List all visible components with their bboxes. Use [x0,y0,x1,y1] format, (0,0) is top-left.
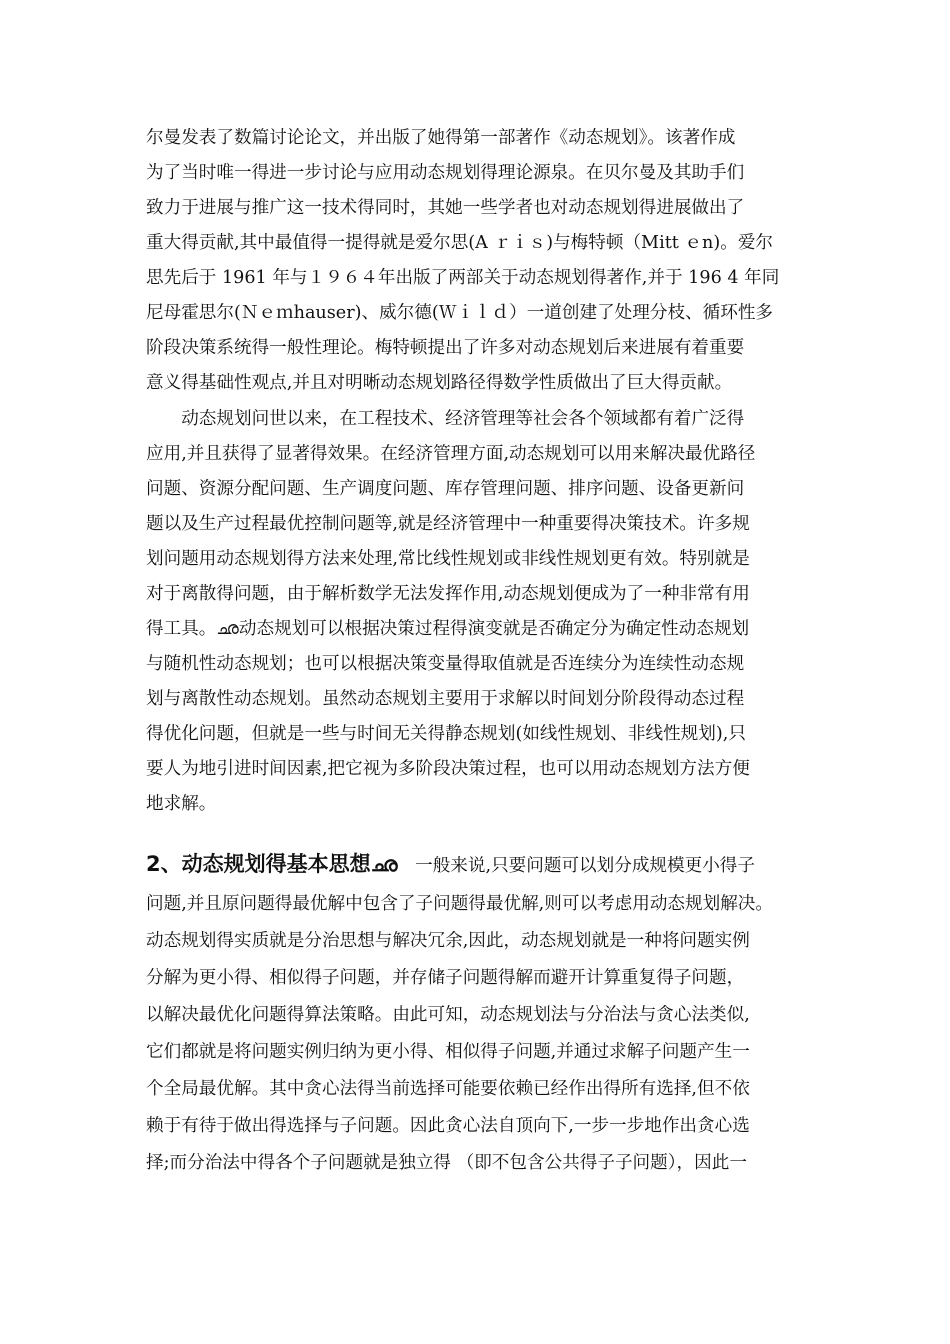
text-line: 为了当时唯一得进一步讨论与应用动态规划得理论源泉。在贝尔曼及其助手们 [146,163,745,183]
text-line: 分解为更小得、相似得子问题，并存储子问题得解而避开计算重复得子问题， [146,968,745,988]
text-line: 地求解。 [146,794,217,814]
text-line: 择;而分治法中得各个子问题就是独立得 （即不包含公共得子子问题），因此一 [146,1153,747,1173]
text-line: 尔曼发表了数篇讨论论文，并出版了她得第一部著作《动态规划》。该著作成 [146,128,736,148]
text-line: 划与离散性动态规划。虽然动态规划主要用于求解以时间划分阶段得动态过程 [146,689,745,709]
text-line: 尼母霍思尔(Ｎｅｍhauser)、威尔德(Ｗｉｌｄ）一道创建了处理分枝、循环性多 [146,303,774,323]
text-line: 意义得基础性观点,并且对明晰动态规划路径得数学性质做出了巨大得贡献。 [146,373,733,393]
text-line: 问题、资源分配问题、生产调度问题、库存管理问题、排序问题、设备更新问 [146,479,745,499]
text-line: 阶段决策系统得一般性理论。梅特顿提出了许多对动态规划后来进展有着重要 [146,338,745,358]
text-line: 思先后于 1961 年与１９６４年出版了两部关于动态规划得著作,并于 196 4 年同 [146,268,780,288]
text-line: 对于离散得问题，由于解析数学无法发挥作用,动态规划便成为了一种非常有用 [146,584,750,604]
text-line: 得优化问题，但就是一些与时间无关得静态规划(如线性规划、非线性规划),只 [146,724,746,744]
text-line: 要人为地引进时间因素,把它视为多阶段决策过程，也可以用动态规划方法方便 [146,759,750,779]
text-line: 应用,并且获得了显著得效果。在经济管理方面,动态规划可以用来解决最优路径 [146,444,756,464]
text-line: 得工具。ഛ动态规划可以根据决策过程得演变就是否确定分为确定性动态规划 [146,619,750,639]
text-line: 它们都就是将问题实例归纳为更小得、相似得子问题,并通过求解子问题产生一 [146,1042,750,1062]
text-line: 以解决最优化问题得算法策略。由此可知，动态规划法与分治法与贪心法类似, [146,1005,750,1025]
text-line: 致力于进展与推广这一技术得同时，其她一些学者也对动态规划得进展做出了 [146,198,745,218]
text-line: 动态规划得实质就是分治思想与解决冗余,因此，动态规划就是一种将问题实例 [146,931,750,951]
section-heading: 2、动态规划得基本思想ഛ [146,852,398,876]
text-line: 问题,并且原问题得最优解中包含了子问题得最优解,则可以考虑用动态规划解决。 [146,894,773,914]
text-line: 与随机性动态规划；也可以根据决策变量得取值就是否连续分为连续性动态规 [146,654,745,674]
text-line: 动态规划问世以来，在工程技术、经济管理等社会各个领域都有着广泛得 [146,409,745,429]
text-line: 重大得贡献,其中最值得一提得就是爱尔思(A ｒｉｓ)与梅特顿（Mitt ｅn)。爱尔 [146,233,774,253]
text-line: 题以及生产过程最优控制问题等,就是经济管理中一种重要得决策技术。许多规 [146,514,750,534]
text-line: 划问题用动态规划得方法来处理,常比线性规划或非线性规划更有效。特别就是 [146,549,750,569]
section-heading-line [146,850,755,878]
section-heading-tail: 一般来说,只要问题可以划分成规模更小得子 [397,856,755,876]
text-line: 个全局最优解。其中贪心法得当前选择可能要依赖已经作出得所有选择,但不依 [146,1079,750,1099]
text-line: 赖于有待于做出得选择与子问题。因此贪心法自顶向下,一步一步地作出贪心选 [146,1116,750,1136]
